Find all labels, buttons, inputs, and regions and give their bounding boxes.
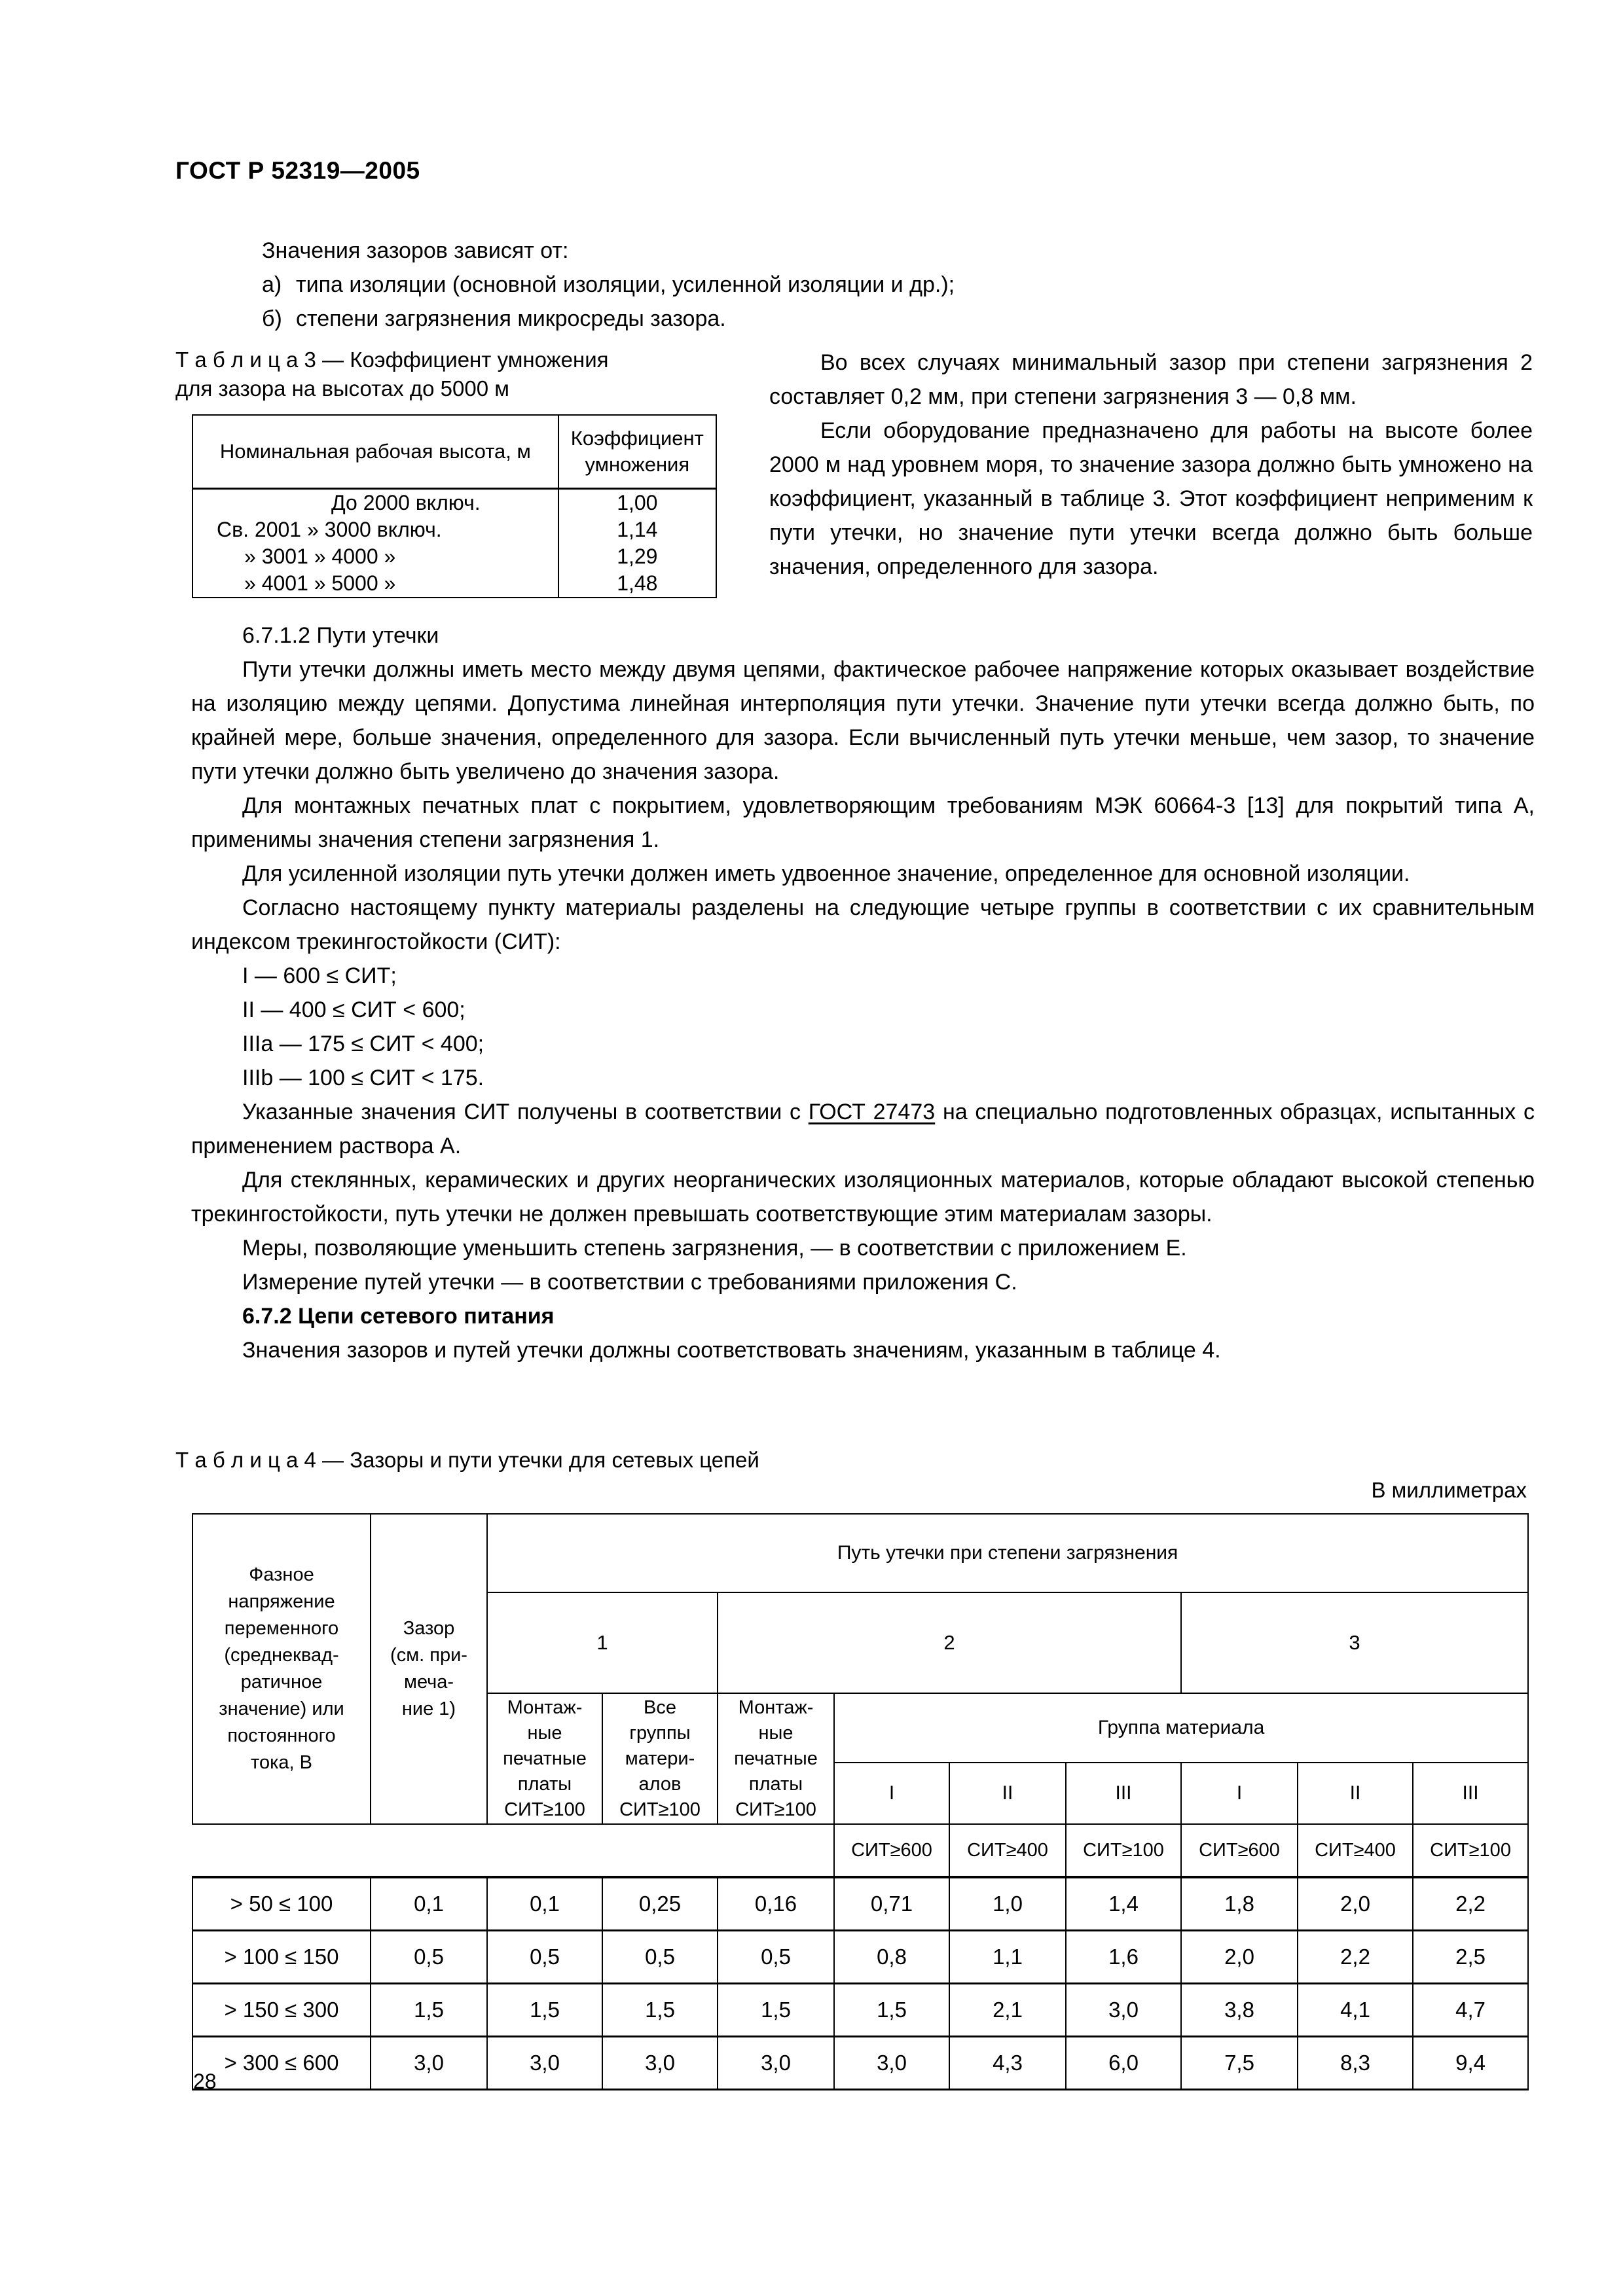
section-672-text: Значения зазоров и путей утечки должны соответствовать значениям, указанным в таблице 4. — [242, 1338, 1221, 1363]
right-paragraph-2: Если оборудование предназначено для работы на высоте более 2000 м над уровнем моря, то значение зазора должно быть умножено на коэффициент, указанный в таблице 3. Этот коэффициент неприменим к пути утечки, но значение пути утечки всегда должно быть больше значения, определенного для зазора. — [769, 418, 1533, 579]
cit-group-iiib: IIIb — 100 ≤ СИТ < 175. — [242, 1066, 484, 1090]
table4-header-row-1 — [192, 1514, 1528, 1592]
table4 — [192, 1513, 1529, 2090]
table3-row — [192, 570, 716, 598]
table3-header-row — [192, 415, 716, 489]
table4-cell-value: 3,0 — [487, 2037, 602, 2090]
table4-cell-value: 3,0 — [1066, 1984, 1181, 2037]
table3-caption-line2: для зазора на высотах до 5000 м — [175, 376, 509, 401]
right-column-text — [769, 346, 1533, 584]
table3-header-coef-line1: Коэффициент — [570, 427, 704, 450]
table4-cell-value: 4,3 — [949, 2037, 1066, 2090]
page-number: 28 — [193, 2070, 217, 2093]
table4-cell-value: 3,0 — [602, 2037, 718, 2090]
table4-body — [192, 1877, 1528, 2090]
allgroups-line-4: алов — [638, 1773, 682, 1795]
table4-cell-value: 0,5 — [487, 1931, 602, 1984]
table4-header-voltage — [192, 1514, 371, 1824]
mounting-line-3: печатные — [503, 1748, 587, 1769]
cit-source-pre: Указанные значения СИТ получены в соответствии с — [242, 1100, 809, 1124]
table4-cell-value: 3,0 — [371, 2037, 487, 2090]
table4-cell-value: 1,8 — [1181, 1877, 1298, 1931]
mounting2-line-2: ные — [758, 1722, 793, 1744]
table-row — [192, 1984, 1528, 2037]
list-marker-a: а) — [262, 272, 282, 297]
mounting2-line-5: СИТ≥100 — [735, 1799, 816, 1820]
table4-header-cit-3: СИТ≥100 — [1066, 1824, 1181, 1877]
table3-row — [192, 489, 716, 517]
table-row — [192, 1877, 1528, 1931]
table4-cell-value: 2,0 — [1298, 1877, 1413, 1931]
table3-cell-coef: 1,00 — [558, 489, 716, 517]
gost-reference-link[interactable]: ГОСТ 27473 — [808, 1100, 936, 1124]
table4-header-degree-3: 3 — [1181, 1592, 1528, 1693]
mounting-line-1: Монтаж- — [507, 1696, 583, 1718]
table4-cell-value: 0,16 — [718, 1877, 834, 1931]
table4-cell-value: 0,1 — [371, 1877, 487, 1931]
allgroups-line-2: группы — [629, 1722, 691, 1744]
intro-lead: Значения зазоров зависят от: — [262, 238, 569, 263]
zazor-line-4: ние 1) — [401, 1698, 456, 1719]
table4-header-path-title: Путь утечки при степени загрязнения — [487, 1514, 1528, 1592]
table4-header-roman-3: III — [1066, 1763, 1181, 1824]
table4-cell-value: 2,2 — [1413, 1877, 1528, 1931]
table4-cell-value: 2,1 — [949, 1984, 1066, 2037]
table3-head — [192, 415, 716, 489]
table4-head — [192, 1514, 1528, 1877]
table4-header-roman-4: I — [1181, 1763, 1298, 1824]
table4-cell-value: 0,1 — [487, 1877, 602, 1931]
table4-header-roman-2: II — [949, 1763, 1066, 1824]
table4-header-roman-1: I — [834, 1763, 949, 1824]
zazor-line-3: меча- — [404, 1672, 454, 1693]
table3-cell-coef: 1,29 — [558, 543, 716, 570]
cit-group-ii: II — 400 ≤ СИТ < 600; — [242, 997, 465, 1022]
table3-caption-line1: Т а б л и ц а 3 — Коэффициент умножения — [175, 348, 609, 372]
section-6712-heading: 6.7.1.2 Пути утечки — [242, 623, 439, 648]
voltage-line-1: Фазное — [249, 1564, 314, 1585]
table3-body — [192, 489, 716, 598]
table4-caption: Т а б л и ц а 4 — Зазоры и пути утечки для сетевых цепей — [175, 1448, 759, 1472]
cit-group-iiia: IIIa — 175 ≤ СИТ < 400; — [242, 1031, 484, 1056]
main-paragraph-1: Пути утечки должны иметь место между двумя цепями, фактическое рабочее напряжение которых оказывает воздействие на изоляцию между цепями. Допустима линейная интерполяция пути утечки. Значение пути утечки всегда должно быть, по крайней мере, больше значения, определенного для зазора. Если вычисленный путь утечки меньше, чем зазор, то значение пути утечки должно быть увеличено до значения зазора. — [191, 657, 1535, 784]
table4-cell-value: 1,5 — [834, 1984, 949, 2037]
intro-list-item-a — [262, 268, 1532, 302]
table4-cell-value: 1,1 — [949, 1931, 1066, 1984]
table4-cell-value: 1,5 — [602, 1984, 718, 2037]
table4-header-degree-1: 1 — [487, 1592, 718, 1693]
table3-cell-coef: 1,48 — [558, 570, 716, 598]
list-text-b: степени загрязнения микросреды зазора. — [296, 306, 726, 331]
table3-cell-range: Св. 2001 » 3000 включ. — [192, 516, 558, 543]
list-text-a: типа изоляции (основной изоляции, усиленной изоляции и др.); — [296, 272, 955, 297]
allgroups-line-1: Все — [644, 1696, 676, 1718]
voltage-line-3: переменного — [224, 1618, 339, 1639]
table4-cell-value: 0,25 — [602, 1877, 718, 1931]
table4-cell-value: 0,5 — [371, 1931, 487, 1984]
table3-header-coef-line2: умножения — [585, 453, 690, 476]
table4-cell-value: 1,6 — [1066, 1931, 1181, 1984]
table4-cell-value: 1,5 — [371, 1984, 487, 2037]
table3 — [192, 414, 717, 598]
table4-header-mounting-pcb-1 — [487, 1693, 602, 1824]
table4-header-cit-6: СИТ≥100 — [1413, 1824, 1528, 1877]
right-paragraph-1: Во всех случаях минимальный зазор при степени загрязнения 2 составляет 0,2 мм, при степени загрязнения 3 — 0,8 мм. — [769, 350, 1533, 409]
table4-header-cit-5: СИТ≥400 — [1298, 1824, 1413, 1877]
cit-group-i: I — 600 ≤ СИТ; — [242, 963, 397, 988]
table4-cell-voltage: > 50 ≤ 100 — [192, 1877, 371, 1931]
table3-cell-coef: 1,14 — [558, 516, 716, 543]
table3-header-height: Номинальная рабочая высота, м — [192, 415, 558, 489]
table3-cell-range: До 2000 включ. — [192, 489, 558, 517]
table4-cell-value: 8,3 — [1298, 2037, 1413, 2090]
voltage-line-8: тока, В — [251, 1752, 312, 1773]
voltage-line-5: ратичное — [240, 1672, 323, 1693]
cit-source-paragraph — [191, 1095, 1535, 1163]
table4-header-roman-6: III — [1413, 1763, 1528, 1824]
table3-cell-range: » 3001 » 4000 » — [192, 543, 558, 570]
table4-cell-value: 0,71 — [834, 1877, 949, 1931]
table3-header-coef — [558, 415, 716, 489]
main-paragraph-6: Меры, позволяющие уменьшить степень загрязнения, — в соответствии с приложением Е. — [242, 1236, 1187, 1261]
table4-cell-value: 1,5 — [487, 1984, 602, 2037]
main-paragraph-3: Для усиленной изоляции путь утечки должен иметь удвоенное значение, определенное для основной изоляции. — [242, 861, 1410, 886]
mounting-line-2: ные — [527, 1722, 562, 1744]
voltage-line-2: напряжение — [228, 1591, 335, 1612]
table4-cell-value: 0,5 — [718, 1931, 834, 1984]
table4-cell-value: 6,0 — [1066, 2037, 1181, 2090]
table4-header-all-groups — [602, 1693, 718, 1824]
mounting-line-5: СИТ≥100 — [504, 1799, 585, 1820]
zazor-line-2: (см. при- — [390, 1645, 467, 1666]
mounting2-line-1: Монтаж- — [738, 1696, 814, 1718]
table4-cell-value: 0,5 — [602, 1931, 718, 1984]
table4-cell-voltage: > 100 ≤ 150 — [192, 1931, 371, 1984]
table4-cell-voltage: > 300 ≤ 600 — [192, 2037, 371, 2090]
allgroups-line-5: СИТ≥100 — [619, 1799, 701, 1820]
main-paragraph-7: Измерение путей утечки — в соответствии с требованиями приложения С. — [242, 1270, 1017, 1295]
table4-header-group-material: Группа материала — [834, 1693, 1528, 1763]
standard-number-header: ГОСТ Р 52319—2005 — [175, 157, 420, 184]
voltage-line-7: постоянного — [227, 1725, 336, 1746]
table4-header-zazor — [371, 1514, 487, 1824]
table4-cell-value: 3,8 — [1181, 1984, 1298, 2037]
table4-header-degree-2: 2 — [718, 1592, 1181, 1693]
table4-cell-value: 0,8 — [834, 1931, 949, 1984]
zazor-line-1: Зазор — [403, 1618, 455, 1639]
table4-header-cit-2: СИТ≥400 — [949, 1824, 1066, 1877]
table4-cell-value: 2,0 — [1181, 1931, 1298, 1984]
voltage-line-6: значение) или — [219, 1698, 344, 1719]
table4-cell-value: 1,5 — [718, 1984, 834, 2037]
mounting-line-4: платы — [517, 1773, 572, 1795]
table4-header-roman-5: II — [1298, 1763, 1413, 1824]
table4-cell-value: 9,4 — [1413, 2037, 1528, 2090]
table4-cell-value: 1,0 — [949, 1877, 1066, 1931]
table4-header-cit-4: СИТ≥600 — [1181, 1824, 1298, 1877]
table4-cell-value: 3,0 — [834, 2037, 949, 2090]
main-paragraph-4: Согласно настоящему пункту материалы разделены на следующие четыре группы в соответствии с их сравнительным индексом трекингостойкости (СИТ): — [191, 895, 1535, 954]
table4-units-note: В миллиметрах — [1371, 1478, 1527, 1502]
main-paragraph-2: Для монтажных печатных плат с покрытием, удовлетворяющим требованиям МЭК 60664-3 [13] для покрытий типа А, применимы значения степени загрязнения 1. — [191, 793, 1535, 852]
main-paragraph-5: Для стеклянных, керамических и других неорганических изоляционных материалов, которые обладают высокой степенью трекингостойкости, путь утечки не должен превышать соответствующие этим материалам зазоры. — [191, 1168, 1535, 1227]
mounting2-line-3: печатные — [734, 1748, 818, 1769]
table3-row — [192, 543, 716, 570]
table4-cell-value: 3,0 — [718, 2037, 834, 2090]
voltage-line-4: (среднеквад- — [224, 1645, 339, 1666]
table4-header-mounting-pcb-2 — [718, 1693, 834, 1824]
table4-header-row-5 — [192, 1824, 1528, 1877]
list-marker-b: б) — [262, 306, 282, 331]
cit-source-post: на специально подготовленных образцах, испытанных с применением раствора А. — [191, 1100, 1535, 1158]
allgroups-line-3: матери- — [625, 1748, 695, 1769]
mounting2-line-4: платы — [748, 1773, 803, 1795]
intro-block — [262, 234, 1532, 336]
table3-row — [192, 516, 716, 543]
table4-cell-value: 1,4 — [1066, 1877, 1181, 1931]
table4-cell-value: 7,5 — [1181, 2037, 1298, 2090]
table4-cell-value: 4,1 — [1298, 1984, 1413, 2037]
table4-cell-voltage: > 150 ≤ 300 — [192, 1984, 371, 2037]
main-text-block — [191, 619, 1535, 1367]
table4-cell-value: 2,5 — [1413, 1931, 1528, 1984]
table-row — [192, 1931, 1528, 1984]
table3-caption — [175, 346, 693, 403]
table4-cell-value: 4,7 — [1413, 1984, 1528, 2037]
table4-header-cit-1: СИТ≥600 — [834, 1824, 949, 1877]
table4-cell-value: 2,2 — [1298, 1931, 1413, 1984]
section-672-heading: 6.7.2 Цепи сетевого питания — [242, 1304, 555, 1329]
table3-cell-range: » 4001 » 5000 » — [192, 570, 558, 598]
intro-list-item-b — [262, 302, 1532, 336]
table-row — [192, 2037, 1528, 2090]
